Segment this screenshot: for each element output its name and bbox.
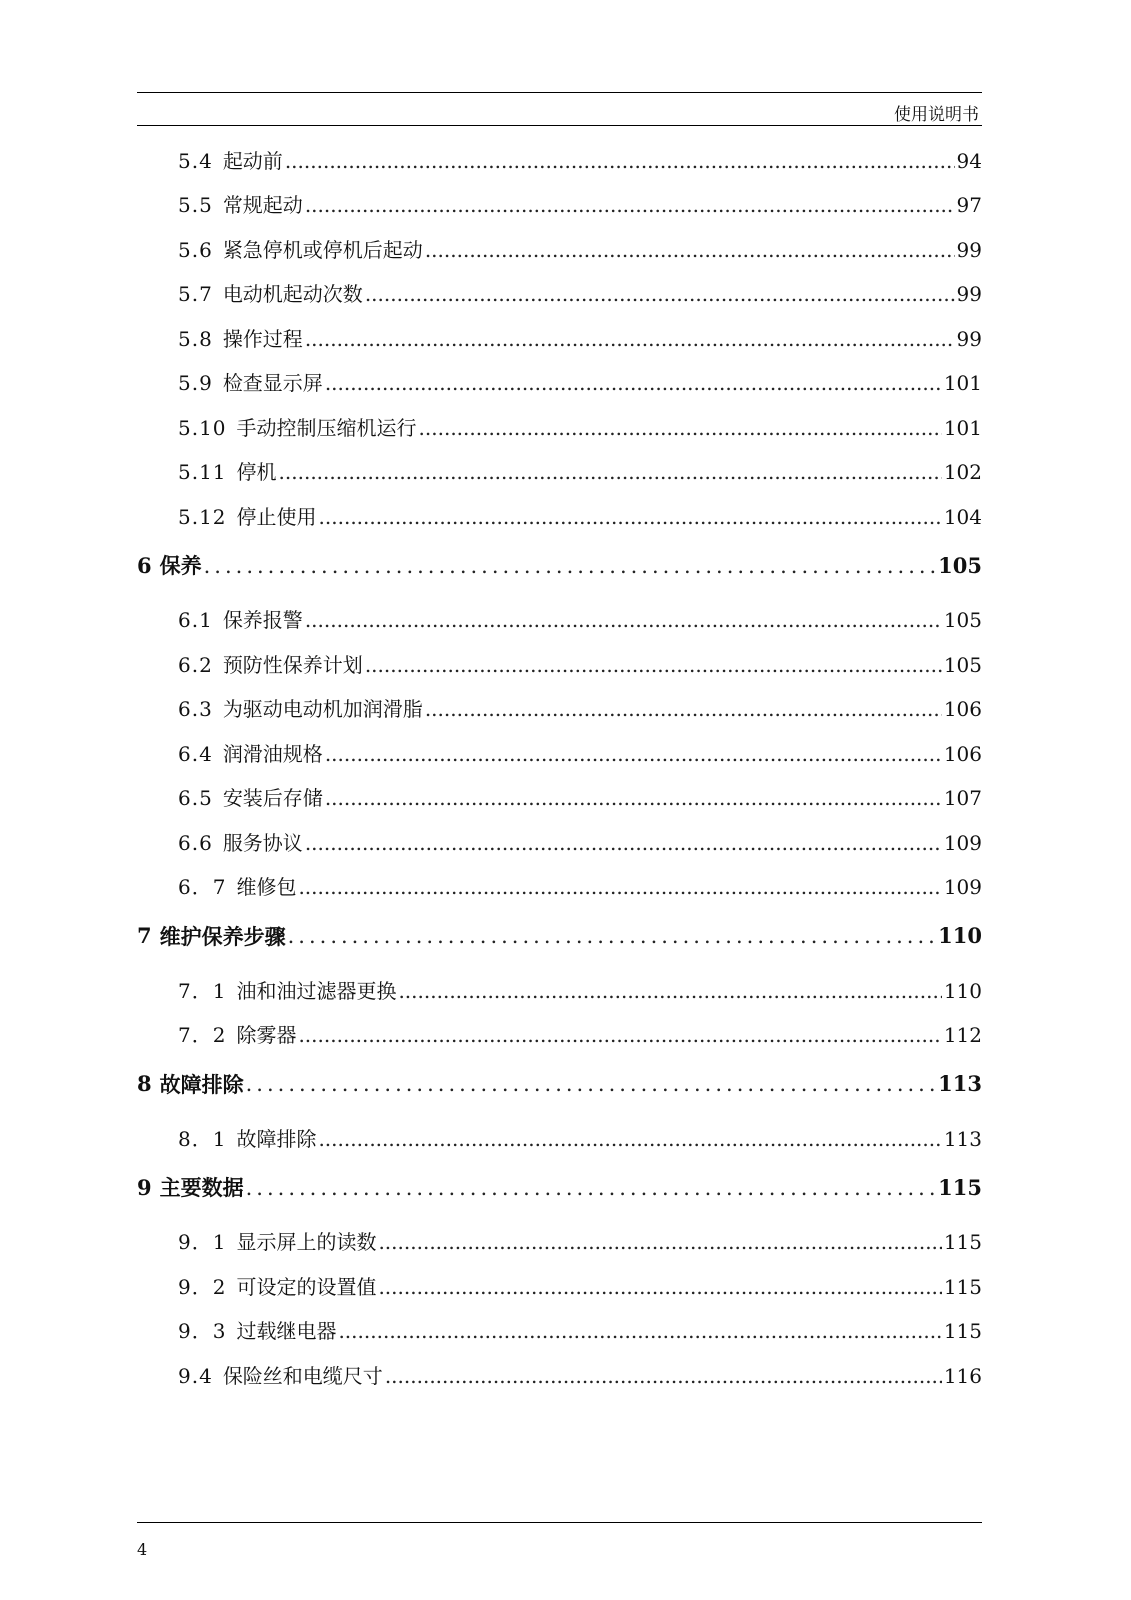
toc-dot-leader (279, 457, 942, 491)
toc-dot-leader (288, 923, 937, 948)
toc-entry-page: 109 (943, 830, 982, 855)
toc-entry-page: 101 (943, 415, 982, 440)
toc-dot-leader (298, 872, 941, 906)
toc-entry-page: 105 (943, 652, 982, 677)
toc-section-entry[interactable] (137, 773, 982, 818)
toc-entry-number: 6.1 (178, 608, 213, 632)
toc-dot-leader (385, 1361, 942, 1395)
toc-entry-title: 维修包 (236, 875, 297, 899)
toc-section-entry[interactable] (137, 965, 982, 1010)
toc-entry-number: 5.12 (178, 504, 227, 529)
toc-section-entry[interactable] (137, 1010, 982, 1055)
toc-entry-page: 99 (956, 282, 982, 306)
toc-section-entry[interactable] (137, 595, 982, 640)
toc-entry-page: 101 (943, 371, 982, 395)
toc-chapter-entry[interactable] (137, 536, 982, 595)
toc-chapter-entry[interactable] (137, 1054, 982, 1113)
toc-dot-leader (325, 368, 942, 402)
toc-entry-page: 107 (943, 786, 982, 810)
toc-entry-title: 电动机起动次数 (222, 282, 363, 306)
toc-entry-title: 为驱动电动机加润滑脂 (222, 697, 423, 721)
toc-section-entry[interactable] (137, 684, 982, 729)
toc-entry-page: 110 (943, 978, 982, 1003)
toc-dot-leader (204, 553, 937, 578)
toc-section-entry[interactable] (137, 862, 982, 907)
toc-entry-number: 9 (137, 1174, 152, 1200)
toc-entry-title: 故障排除 (236, 1126, 317, 1151)
toc-entry-page: 115 (938, 1174, 982, 1200)
toc-entry-title: 油和油过滤器更换 (236, 978, 397, 1003)
toc-entry-number: 6 (137, 552, 152, 578)
toc-entry-title: 服务协议 (222, 830, 303, 855)
toc-entry-title: 润滑油规格 (222, 741, 323, 766)
toc-entry-title: 保险丝和电缆尺寸 (222, 1363, 383, 1388)
toc-entry-number: 5.6 (178, 237, 213, 262)
toc-entry-page: 105 (943, 608, 982, 632)
toc-entry-number: 6.3 (178, 697, 213, 721)
toc-entry-title: 预防性保养计划 (222, 652, 363, 677)
toc-dot-leader (425, 235, 955, 269)
toc-dot-leader (319, 502, 942, 536)
toc-entry-page: 115 (943, 1230, 982, 1254)
toc-dot-leader (305, 324, 955, 358)
toc-section-entry[interactable] (137, 1261, 982, 1306)
toc-chapter-entry[interactable] (137, 906, 982, 965)
toc-entry-title: 检查显示屏 (222, 371, 323, 395)
toc-entry-title: 故障排除 (159, 1071, 244, 1097)
toc-entry-title: 手动控制压缩机运行 (236, 415, 417, 440)
toc-entry-number: 7．1 (178, 978, 227, 1003)
toc-section-entry[interactable] (137, 817, 982, 862)
toc-dot-leader (305, 828, 942, 862)
toc-dot-leader (298, 1020, 941, 1054)
toc-section-entry[interactable] (137, 224, 982, 269)
toc-entry-title: 保养报警 (222, 608, 303, 632)
footer-rule (137, 1522, 982, 1523)
header-top-rule (137, 92, 982, 93)
toc-entry-title: 操作过程 (222, 326, 303, 351)
page-number: 4 (137, 1540, 148, 1559)
toc-dot-leader (378, 1227, 941, 1261)
toc-entry-page: 99 (956, 326, 982, 351)
toc-entry-number: 5.4 (178, 148, 213, 173)
toc-entry-title: 紧急停机或停机后起动 (222, 237, 423, 262)
toc-chapter-entry[interactable] (137, 1158, 982, 1217)
toc-section-entry[interactable] (137, 269, 982, 314)
toc-section-entry[interactable] (137, 1306, 982, 1351)
toc-entry-title: 停机 (236, 460, 277, 484)
toc-entry-page: 106 (943, 697, 982, 721)
toc-entry-title: 安装后存储 (222, 786, 323, 810)
toc-entry-number: 5.8 (178, 326, 213, 351)
toc-section-entry[interactable] (137, 447, 982, 492)
toc-entry-title: 显示屏上的读数 (236, 1230, 377, 1254)
toc-entry-number: 9．2 (178, 1274, 227, 1299)
toc-entry-title: 过载继电器 (236, 1319, 337, 1343)
toc-entry-number: 6.5 (178, 786, 213, 810)
toc-entry-number: 8．1 (178, 1126, 227, 1151)
header-bottom-rule (137, 125, 982, 126)
toc-section-entry[interactable] (137, 1217, 982, 1262)
toc-entry-number: 6.4 (178, 741, 213, 766)
toc-entry-page: 113 (938, 1071, 982, 1096)
toc-dot-leader (246, 1071, 937, 1096)
header-title: 使用说明书 (894, 105, 979, 125)
toc-entry-number: 6.6 (178, 830, 213, 855)
toc-dot-leader (325, 739, 942, 773)
toc-section-entry[interactable] (137, 402, 982, 447)
toc-entry-number: 5.5 (178, 193, 213, 217)
toc-entry-number: 8 (137, 1071, 152, 1096)
toc-entry-title: 起动前 (222, 148, 283, 173)
table-of-contents (137, 135, 982, 1395)
toc-entry-number: 5.7 (178, 282, 213, 306)
toc-entry-page: 106 (943, 741, 982, 766)
toc-section-entry[interactable] (137, 639, 982, 684)
toc-dot-leader (305, 190, 955, 224)
toc-entry-number: 7．2 (178, 1023, 227, 1047)
toc-entry-title: 维护保养步骤 (159, 923, 286, 949)
toc-entry-page: 99 (956, 237, 982, 262)
toc-dot-leader (325, 783, 942, 817)
toc-entry-title: 主要数据 (159, 1175, 244, 1200)
toc-entry-page: 94 (956, 148, 982, 173)
toc-section-entry[interactable] (137, 728, 982, 773)
toc-section-entry[interactable] (137, 1113, 982, 1158)
toc-entry-page: 97 (956, 193, 982, 217)
toc-section-entry[interactable] (137, 491, 982, 536)
toc-entry-title: 常规起动 (222, 193, 303, 217)
toc-entry-number: 9．3 (178, 1319, 227, 1343)
toc-entry-number: 7 (137, 923, 152, 948)
toc-entry-number: 9.4 (178, 1363, 213, 1388)
toc-dot-leader (246, 1175, 937, 1200)
toc-section-entry[interactable] (137, 1350, 982, 1395)
toc-dot-leader (378, 1272, 941, 1306)
toc-entry-page: 115 (943, 1319, 982, 1343)
toc-entry-number: 6.2 (178, 652, 213, 677)
toc-dot-leader (285, 146, 955, 180)
toc-entry-page: 116 (943, 1363, 982, 1388)
toc-entry-page: 105 (938, 552, 982, 578)
toc-dot-leader (365, 279, 955, 313)
toc-entry-title: 除雾器 (236, 1023, 297, 1047)
toc-dot-leader (365, 650, 942, 684)
toc-entry-title: 可设定的设置值 (236, 1274, 377, 1299)
toc-entry-page: 102 (943, 460, 982, 484)
toc-entry-number: 9．1 (178, 1230, 227, 1254)
toc-dot-leader (419, 413, 942, 447)
toc-section-entry[interactable] (137, 180, 982, 225)
toc-entry-number: 5.10 (178, 415, 227, 440)
toc-entry-title: 停止使用 (236, 504, 317, 529)
toc-entry-number: 5.9 (178, 371, 213, 395)
toc-section-entry[interactable] (137, 313, 982, 358)
toc-entry-page: 109 (943, 875, 982, 899)
toc-entry-title: 保养 (159, 553, 202, 578)
toc-entry-page: 115 (943, 1274, 982, 1299)
toc-entry-number: 5.11 (178, 460, 227, 484)
toc-entry-page: 112 (943, 1023, 982, 1047)
toc-entry-page: 110 (938, 923, 982, 948)
toc-section-entry[interactable] (137, 358, 982, 403)
toc-section-entry[interactable] (137, 135, 982, 180)
toc-dot-leader (305, 605, 942, 639)
toc-dot-leader (318, 1124, 941, 1158)
toc-entry-number: 6．7 (178, 875, 227, 899)
toc-dot-leader (425, 694, 942, 728)
toc-entry-page: 113 (943, 1126, 982, 1151)
toc-dot-leader (338, 1316, 941, 1350)
toc-dot-leader (398, 976, 941, 1010)
toc-entry-page: 104 (943, 504, 982, 529)
